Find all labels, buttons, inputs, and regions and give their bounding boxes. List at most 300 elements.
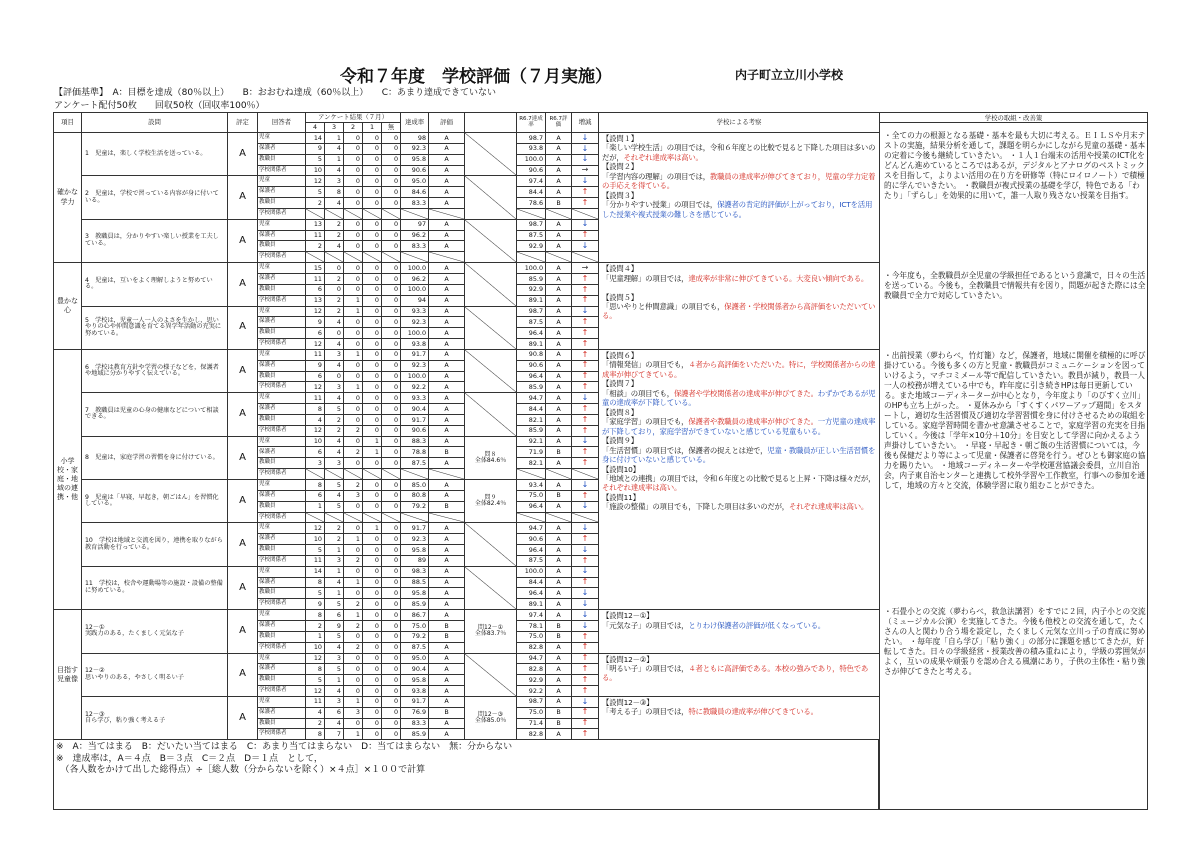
survey-count: 4: [306, 707, 325, 718]
prev-grade: A: [546, 295, 572, 306]
respondent: 保護者: [258, 317, 306, 328]
survey-count: 0: [382, 284, 401, 295]
prev-rate: 92.9: [517, 241, 546, 252]
survey-count: 12: [306, 176, 325, 187]
survey-count: 0: [363, 295, 382, 306]
respondent: 児童: [258, 263, 306, 274]
achievement-rate: 98.3: [401, 566, 429, 577]
grade: A: [429, 480, 465, 491]
prev-grade: A: [546, 642, 572, 653]
survey-count: 2: [344, 425, 363, 436]
prev-rate: 98.7: [517, 219, 546, 230]
survey-count: 0: [363, 176, 382, 187]
action-text-1: ・全ての力の根源となる基礎・基本を最も大切に考える。ＥＩＬＳや月末テストの実施，結果分析を通して，課題を明らかにしながら児童の基礎・基本の定着に今後も継続していきたい。 ・１人１台端末の活用や授業のICT化をどんどん進めているところではあるが，デジタルとアナログのベストミックスを目指して，よりよい活用の在り方を研修等（特にロイロノート）で積極的に学んでいきたい。 ・教職員が複式授業の基礎を学び，特色である「わたり」「ずらし」を効果的に用いて，誰一人取り残さない授業を目指す。: [884, 131, 1146, 200]
survey-count: 8: [306, 729, 325, 740]
grade: A: [429, 273, 465, 284]
achievement-rate: 91.7: [401, 696, 429, 707]
prev-rate: 92.2: [517, 686, 546, 697]
grade: A: [429, 382, 465, 393]
prev-rate: 82.8: [517, 729, 546, 740]
empty-cell: [572, 208, 599, 219]
survey-count: 0: [344, 545, 363, 556]
survey-count: 0: [363, 599, 382, 610]
survey-count: 1: [344, 306, 363, 317]
change-up-icon: ↑: [572, 642, 599, 653]
change-up-icon: ↑: [572, 284, 599, 295]
question-eval: A: [228, 523, 258, 566]
respondent: 保護者: [258, 230, 306, 241]
survey-count: 9: [306, 143, 325, 154]
prev-grade: A: [546, 686, 572, 697]
prev-rate: 96.4: [517, 588, 546, 599]
survey-count: 0: [382, 664, 401, 675]
survey-count: 0: [363, 328, 382, 339]
col-prev-grade: R6.7評価: [546, 113, 572, 133]
col-change: 増減: [572, 113, 599, 133]
survey-count: 0: [382, 729, 401, 740]
prev-rate: 87.5: [517, 230, 546, 241]
col-eval: 評定: [228, 113, 258, 133]
survey-count: 0: [325, 328, 344, 339]
survey-count: 12: [306, 686, 325, 697]
achievement-rate: 95.0: [401, 176, 429, 187]
prev-rate: 89.1: [517, 295, 546, 306]
prev-grade: B: [546, 707, 572, 718]
table-row: [54, 696, 880, 707]
survey-count: 3: [325, 555, 344, 566]
survey-count: 0: [382, 187, 401, 198]
achievement-rate: 92.2: [401, 382, 429, 393]
respondent: 保護者: [258, 490, 306, 501]
observation-segment: ４者から高評価をいただいた。特に，学校関係者からの達成率が伸びてきている。: [602, 360, 876, 379]
empty-cell: [401, 469, 429, 480]
empty-cell: [572, 469, 599, 480]
col-grade: 評価: [429, 113, 465, 133]
survey-distribution: アンケート配付50枚 回収50枚（回収率100％）: [54, 101, 265, 111]
survey-count: 14: [306, 566, 325, 577]
survey-count: 0: [363, 577, 382, 588]
grade: A: [429, 198, 465, 209]
survey-count: 1: [344, 696, 363, 707]
question-text: 6 学校は教育方針や学習の様子などを，保護者や地域に分かりやすく伝えている。: [82, 349, 228, 392]
prev-rate: 82.8: [517, 642, 546, 653]
question-text: 3 教職員は，分かりやすい楽しい授業を工夫している。: [82, 219, 228, 262]
respondent: 教職員: [258, 631, 306, 642]
survey-count: 0: [382, 588, 401, 599]
survey-count: 1: [344, 729, 363, 740]
question-text: 5 学校は，児童一人一人のよさを生かし，思いやりの心や仲間意識を育てる異学年活動の充実に努めている。: [82, 306, 228, 349]
respondent: 教職員: [258, 718, 306, 729]
prev-rate: 75.0: [517, 707, 546, 718]
prev-grade: A: [546, 382, 572, 393]
respondent: 児童: [258, 566, 306, 577]
prev-grade: A: [546, 133, 572, 144]
survey-count: 4: [325, 339, 344, 350]
grade: A: [429, 642, 465, 653]
achievement-rate: 96.2: [401, 230, 429, 241]
respondent: 教職員: [258, 241, 306, 252]
survey-count: 1: [306, 631, 325, 642]
prev-rate: 89.1: [517, 339, 546, 350]
prev-grade: A: [546, 371, 572, 382]
prev-rate: 89.1: [517, 599, 546, 610]
survey-count: 6: [306, 328, 325, 339]
survey-count: 4: [306, 414, 325, 425]
survey-count: 0: [344, 414, 363, 425]
col-none: 無: [382, 123, 401, 133]
observation-segment: 児童・教職員が正しい生活習慣を身に付けていないと感じている。: [602, 445, 876, 465]
school-name: 内子町立立川小学校: [735, 68, 844, 82]
survey-count: 0: [382, 317, 401, 328]
observation-segment: 保護者や教職員の達成率が伸びてきた。: [688, 417, 818, 427]
grade: A: [429, 729, 465, 740]
observation-segment: 【設問１】 「楽しい学校生活」の項目では，令和６年度との比較で見ると下降した項目は多いのだが，: [602, 134, 876, 162]
change-up-icon: ↑: [572, 371, 599, 382]
survey-count: 6: [306, 284, 325, 295]
achievement-rate: 78.8: [401, 447, 429, 458]
overall-rate: 問９ 全体82.4％: [465, 480, 517, 523]
table-row: [54, 610, 880, 621]
prev-rate: 96.4: [517, 545, 546, 556]
change-down-icon: ↓: [572, 143, 599, 154]
survey-count: 0: [325, 284, 344, 295]
survey-count: 2: [344, 642, 363, 653]
prev-rate: 90.6: [517, 534, 546, 545]
achievement-rate: 96.2: [401, 273, 429, 284]
change-up-icon: ↑: [572, 458, 599, 469]
achievement-rate: 97: [401, 219, 429, 230]
question-text: 12－① 実践力のある，たくましく元気な子: [82, 610, 228, 653]
survey-count: 0: [363, 230, 382, 241]
col-question: 設問: [82, 113, 228, 133]
prev-rate: 71.9: [517, 447, 546, 458]
respondent: 教職員: [258, 414, 306, 425]
grade: A: [429, 686, 465, 697]
change-up-icon: ↑: [572, 382, 599, 393]
achievement-rate: 93.3: [401, 306, 429, 317]
achievement-rate: 95.8: [401, 588, 429, 599]
question-text: 8 児童は，家庭学習の習慣を身に付けている。: [82, 436, 228, 479]
respondent: 保護者: [258, 534, 306, 545]
grade: A: [429, 263, 465, 274]
prev-grade: A: [546, 187, 572, 198]
question-eval: A: [228, 436, 258, 479]
grade: A: [429, 414, 465, 425]
prev-grade: A: [546, 588, 572, 599]
change-down-icon: ↓: [572, 393, 599, 404]
survey-count: 0: [382, 686, 401, 697]
empty-cell: [382, 512, 401, 523]
survey-count: 0: [344, 263, 363, 274]
prev-grade: A: [546, 729, 572, 740]
observation-cell: [599, 133, 880, 263]
change-up-icon: ↑: [572, 317, 599, 328]
change-up-icon: ↑: [572, 273, 599, 284]
change-down-icon: ↓: [572, 501, 599, 512]
survey-count: 1: [344, 349, 363, 360]
respondent: 保護者: [258, 187, 306, 198]
observation-segment: 特に教職員の達成率が伸びてきている。: [688, 707, 818, 717]
grade: A: [429, 458, 465, 469]
survey-count: 0: [344, 393, 363, 404]
survey-count: 13: [306, 219, 325, 230]
empty-cell: [344, 512, 363, 523]
survey-count: 5: [306, 154, 325, 165]
survey-count: 0: [344, 588, 363, 599]
survey-count: 4: [325, 577, 344, 588]
observation-cell: [599, 610, 880, 653]
survey-count: 0: [382, 577, 401, 588]
prev-rate: 96.4: [517, 501, 546, 512]
survey-count: 0: [363, 664, 382, 675]
survey-count: 11: [306, 555, 325, 566]
prev-grade: A: [546, 653, 572, 664]
change-up-icon: ↑: [572, 198, 599, 209]
observation-segment: 教職員の達成率が伸びてきており，児童の学力定着の手応えを得ている。: [602, 171, 876, 191]
prev-grade: A: [546, 328, 572, 339]
survey-count: 0: [382, 133, 401, 144]
prev-rate: 82.1: [517, 414, 546, 425]
survey-count: 0: [382, 566, 401, 577]
achievement-rate: 87.5: [401, 642, 429, 653]
survey-count: 0: [344, 458, 363, 469]
respondent: 保護者: [258, 707, 306, 718]
empty-cell: [546, 252, 572, 263]
question-eval: A: [228, 653, 258, 696]
survey-count: 5: [306, 588, 325, 599]
survey-count: 0: [382, 436, 401, 447]
survey-count: 0: [382, 631, 401, 642]
survey-count: 2: [344, 447, 363, 458]
survey-count: 1: [325, 566, 344, 577]
observation-segment: わずかであるが児童の達成率が下降している。: [602, 388, 876, 408]
col-total: [465, 113, 517, 133]
prev-grade: A: [546, 273, 572, 284]
survey-count: 6: [306, 447, 325, 458]
prev-grade: A: [546, 664, 572, 675]
survey-count: 11: [306, 393, 325, 404]
question-text: 7 教職員は児童の心身の健康などについて相談できる。: [82, 393, 228, 436]
table-row: [54, 133, 880, 144]
prev-grade: B: [546, 718, 572, 729]
survey-count: 0: [363, 631, 382, 642]
prev-grade: A: [546, 284, 572, 295]
empty-cell: [546, 512, 572, 523]
prev-rate: 82.1: [517, 458, 546, 469]
achievement-rate: 100.0: [401, 284, 429, 295]
survey-count: 2: [344, 620, 363, 631]
prev-rate: 98.7: [517, 133, 546, 144]
prev-rate: 100.0: [517, 154, 546, 165]
question-text: 4 児童は，互いをよく理解しようと努めている。: [82, 263, 228, 306]
grade: A: [429, 534, 465, 545]
prev-rate: 84.4: [517, 404, 546, 415]
survey-count: 2: [306, 620, 325, 631]
survey-count: 4: [325, 198, 344, 209]
survey-count: 1: [363, 447, 382, 458]
survey-count: 13: [306, 295, 325, 306]
survey-count: 0: [382, 198, 401, 209]
respondent: 学校関係者: [258, 642, 306, 653]
col-rate: 達成率: [401, 113, 429, 133]
grade: B: [429, 620, 465, 631]
empty-cell: [325, 512, 344, 523]
respondent: 児童: [258, 436, 306, 447]
survey-count: 1: [344, 577, 363, 588]
achievement-rate: 83.3: [401, 718, 429, 729]
change-down-icon: ↓: [572, 610, 599, 621]
observation-segment: 【設問10】 「地域との連携」の項目では，令和６年度との比較で見ると上昇・下降は様々だが，: [602, 464, 876, 483]
respondent: 教職員: [258, 371, 306, 382]
empty-cell: [572, 252, 599, 263]
survey-count: 0: [344, 273, 363, 284]
survey-count: 8: [306, 480, 325, 491]
achievement-rate: 88.3: [401, 436, 429, 447]
achievement-rate: 92.3: [401, 143, 429, 154]
empty-cell: [572, 512, 599, 523]
question-eval: A: [228, 263, 258, 306]
col-s4: 4: [306, 123, 325, 133]
respondent: 児童: [258, 306, 306, 317]
grade: A: [429, 610, 465, 621]
table-row: [54, 349, 880, 360]
respondent: 保護者: [258, 273, 306, 284]
survey-count: 1: [344, 295, 363, 306]
survey-count: 3: [325, 696, 344, 707]
respondent: 保護者: [258, 447, 306, 458]
survey-count: 0: [382, 610, 401, 621]
empty-cell: [465, 176, 517, 219]
empty-cell: [465, 523, 517, 566]
survey-count: 12: [306, 425, 325, 436]
respondent: 児童: [258, 610, 306, 621]
prev-rate: 84.4: [517, 577, 546, 588]
grade: A: [429, 599, 465, 610]
respondent: 教職員: [258, 588, 306, 599]
survey-count: 0: [363, 642, 382, 653]
col-item: 項目: [54, 113, 82, 133]
prev-grade: A: [546, 154, 572, 165]
grade: A: [429, 154, 465, 165]
change-down-icon: ↓: [572, 566, 599, 577]
empty-cell: [344, 208, 363, 219]
question-eval: A: [228, 133, 258, 176]
empty-cell: [429, 252, 465, 263]
grade: A: [429, 696, 465, 707]
empty-cell: [465, 306, 517, 349]
empty-cell: [363, 469, 382, 480]
change-up-icon: ↑: [572, 718, 599, 729]
survey-count: 0: [382, 382, 401, 393]
survey-count: 0: [363, 393, 382, 404]
observation-segment: それぞれ達成率は高い。: [602, 483, 682, 493]
change-up-icon: ↑: [572, 339, 599, 350]
col-survey: アンケート結果（７月）: [306, 113, 401, 123]
survey-count: 2: [344, 599, 363, 610]
survey-count: 0: [363, 707, 382, 718]
prev-grade: A: [546, 610, 572, 621]
survey-count: 0: [344, 686, 363, 697]
achievement-rate: 76.9: [401, 707, 429, 718]
respondent: 学校関係者: [258, 295, 306, 306]
change-down-icon: ↓: [572, 133, 599, 144]
question-text: 11 学校は，校舎や運動場等の施設・設備の整備に努めている。: [82, 566, 228, 609]
respondent: 学校関係者: [258, 729, 306, 740]
respondent: 学校関係者: [258, 382, 306, 393]
survey-count: 0: [363, 284, 382, 295]
prev-rate: 96.4: [517, 371, 546, 382]
prev-rate: 85.9: [517, 425, 546, 436]
survey-count: 7: [325, 729, 344, 740]
achievement-rate: 79.2: [401, 631, 429, 642]
survey-count: 0: [344, 675, 363, 686]
survey-count: 1: [306, 501, 325, 512]
prev-rate: 75.0: [517, 631, 546, 642]
survey-count: 0: [325, 371, 344, 382]
change-up-icon: ↑: [572, 404, 599, 415]
survey-count: 0: [344, 404, 363, 415]
survey-count: 0: [382, 555, 401, 566]
prev-rate: 78.6: [517, 198, 546, 209]
survey-count: 0: [382, 480, 401, 491]
prev-rate: 90.6: [517, 165, 546, 176]
observation-cell: [599, 696, 880, 739]
survey-count: 2: [306, 241, 325, 252]
empty-cell: [465, 566, 517, 609]
prev-grade: A: [546, 143, 572, 154]
change-up-icon: ↑: [572, 686, 599, 697]
empty-cell: [517, 252, 546, 263]
prev-rate: 75.0: [517, 490, 546, 501]
achievement-rate: 89: [401, 555, 429, 566]
survey-count: 0: [344, 241, 363, 252]
empty-cell: [306, 469, 325, 480]
survey-count: 3: [344, 490, 363, 501]
observation-segment: 【設問５】 「思いやりと仲間意識」の項目でも，: [602, 292, 725, 311]
survey-count: 0: [363, 425, 382, 436]
survey-count: 11: [306, 230, 325, 241]
change-up-icon: ↑: [572, 577, 599, 588]
change-down-icon: ↓: [572, 696, 599, 707]
survey-count: 1: [344, 610, 363, 621]
change-up-icon: ↑: [572, 349, 599, 360]
achievement-rate: 95.8: [401, 154, 429, 165]
action-text-3: ・出前授業（夢わらべ，竹灯籠）など，保護者，地域に開催を積極的に呼び掛けている。今後も多くの方と児童・教職員がコミュニケーションを図っていけるよう，マチコミメール等で配信していきたい。教員が減り，教員一人一人の校務が増えている中でも，昨年度に引き続きHPは毎日更新している。また地域コーディネーターが中心となり，今年度より「のびすく立川」のHPも立ち上がった。 ・夏休みから「すくすくパワーアップ週間」をスタートし，適切な生活習慣及び適切な学習習慣を身に付けさせるための取組をしている。家庭学習時間を書かせ意識させることで，家庭学習の充実を目指していく。今後は「学年×10分＋10分」を目安として学習に向かえるよう声掛けしていきたい。 ・早寝・早起き・朝ご飯の生活習慣については，今後も保健だより等によって児童・保護者に啓発を行う。ぜひとも御家庭の協力を賜りたい。 ・地域コーディネーターや学校運営協議会委員，立川自治会，内子東自治センターと連携して校外学習や工作教室，行事への参加を通して，地域の方々と交流，体験学習に取り組むことができた。: [884, 351, 1146, 490]
survey-count: 3: [325, 458, 344, 469]
respondent: 児童: [258, 523, 306, 534]
question-eval: A: [228, 219, 258, 262]
empty-cell: [429, 208, 465, 219]
empty-cell: [344, 469, 363, 480]
survey-count: 2: [306, 198, 325, 209]
survey-count: 5: [306, 545, 325, 556]
empty-cell: [344, 252, 363, 263]
empty-cell: [429, 469, 465, 480]
survey-count: 0: [382, 718, 401, 729]
observation-segment: 【設問12－①】 「元気な子」の項目では，: [602, 611, 689, 630]
prev-grade: A: [546, 555, 572, 566]
survey-count: 0: [363, 555, 382, 566]
survey-count: 0: [363, 414, 382, 425]
question-text: 10 学校は地域と交流を図り，連携を取りながら教育活動を行っている。: [82, 523, 228, 566]
achievement-rate: 80.8: [401, 490, 429, 501]
survey-count: 0: [382, 241, 401, 252]
prev-grade: A: [546, 458, 572, 469]
question-text: 2 児童は，学校で習っている内容が身に付いている。: [82, 176, 228, 219]
prev-grade: B: [546, 620, 572, 631]
survey-count: 0: [363, 263, 382, 274]
survey-count: 0: [382, 371, 401, 382]
